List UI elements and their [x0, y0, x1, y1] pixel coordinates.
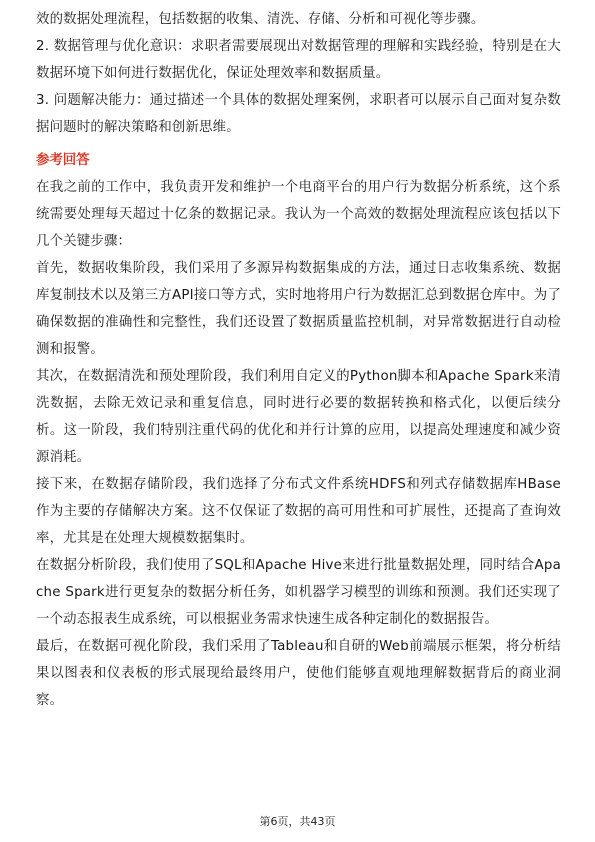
answer-analysis-stage: 在数据分析阶段，我们使用了SQL和Apache Hive来进行批量数据处理，同时结合Apache Spark进行更复杂的数据分析任务，如机器学习模型的训练和预测。我们还实现了一个动态报表生成系统，可以根据业务需求快速生成各种定制化的数据报告。 [36, 558, 561, 627]
answer-storage-stage: 接下来，在数据存储阶段，我们选择了分布式文件系统HDFS和列式存储数据库HBase作为主要的存储解决方案。这不仅保证了数据的高可用性和可扩展性，还提高了查询效率，尤其是在处理大规模数据集时。 [36, 477, 561, 546]
point-data-management: 2. 数据管理与优化意识：求职者需要展现出对数据管理的理解和实践经验，特别是在大数据环境下如何进行数据优化，保证处理效率和数据质量。 [36, 39, 561, 81]
point-problem-solving: 3. 问题解决能力：通过描述一个具体的数据处理案例，求职者可以展示自己面对复杂数据问题时的解决策略和创新思维。 [36, 93, 561, 135]
page-number: 第6页，共43页 [259, 815, 336, 828]
answer-collection-stage: 首先，数据收集阶段，我们采用了多源异构数据集成的方法，通过日志收集系统、数据库复制技术以及第三方API接口等方式，实时地将用户行为数据汇总到数据仓库中。为了确保数据的准确性和完整性，我们还设置了数据质量监控机制，对异常数据进行自动检测和报警。 [36, 261, 561, 357]
reference-answer-heading: 参考回答 [36, 153, 90, 168]
answer-intro: 在我之前的工作中，我负责开发和维护一个电商平台的用户行为数据分析系统，这个系统需要处理每天超过十亿条的数据记录。我认为一个高效的数据处理流程应该包括以下几个关键步骤： [36, 180, 561, 249]
answer-cleaning-stage: 其次，在数据清洗和预处理阶段，我们利用自定义的Python脚本和Apache Spark来清洗数据，去除无效记录和重复信息，同时进行必要的数据转换和格式化，以便后续分析。这一阶段，我们特别注重代码的优化和并行计算的应用，以提高处理速度和减少资源消耗。 [36, 369, 561, 465]
answer-visualization-stage: 最后，在数据可视化阶段，我们采用了Tableau和自研的Web前端展示框架，将分析结果以图表和仪表板的形式展现给最终用户，使他们能够直观地理解数据背后的商业洞察。 [36, 639, 561, 708]
intro-continuation: 效的数据处理流程，包括数据的收集、清洗、存储、分析和可视化等步骤。 [36, 12, 485, 27]
